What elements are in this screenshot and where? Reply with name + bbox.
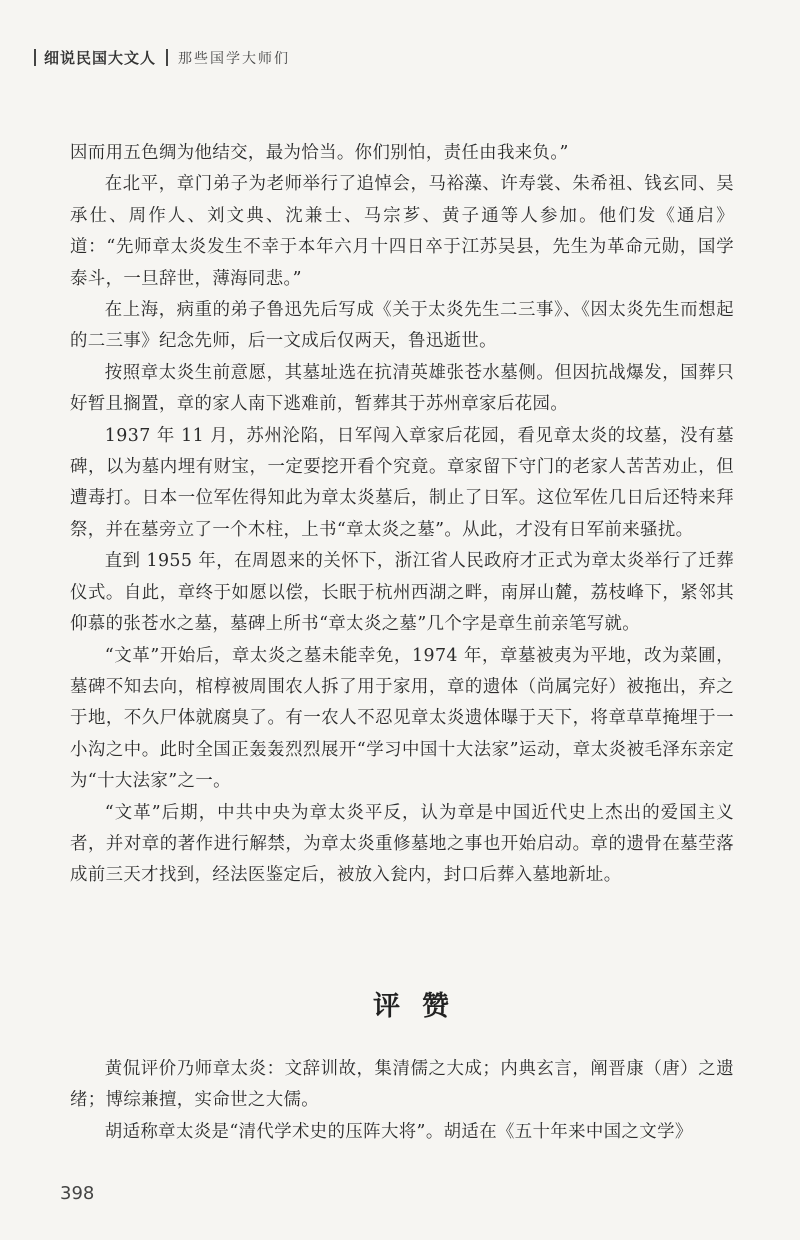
- paragraph: 直到 1955 年，在周恩来的关怀下，浙江省人民政府才正式为章太炎举行了迁葬仪式。自此，章终于如愿以偿，长眠于杭州西湖之畔，南屏山麓，荔枝峰下，紧邻其仰慕的张苍水之墓，墓碑上所书“章太炎之墓”几个字是章生前亲笔写就。: [70, 551, 734, 635]
- page-number: 398: [60, 1183, 95, 1204]
- paragraph: 胡适称章太炎是“清代学术史的压阵大将”。胡适在《五十年来中国之文学》: [104, 1121, 693, 1142]
- book-title: 细说民国大文人: [44, 49, 157, 67]
- running-header: [34, 47, 290, 68]
- paragraph: 按照章太炎生前意愿，其墓址选在抗清英雄张苍水墓侧。但因抗战爆发，国葬只好暂且搁置，章的家人南下逃难前，暂葬其于苏州章家后花园。: [70, 362, 734, 415]
- paragraph: “文革”开始后，章太炎之墓未能幸免，1974 年，章墓被夷为平地，改为菜圃，墓碑不知去向，棺椁被周围农人拆了用于家用，章的遗体（尚属完好）被拖出，弃之于地，不久尸体就腐臭了。有一农人不忍见章太炎遗体曝于天下，将章草草掩埋于一小沟之中。此时全国正轰轰烈烈展开“学习中国十大法家”运动，章太炎被毛泽东亲定为“十大法家”之一。: [70, 645, 734, 792]
- paragraph: 1937 年 11 月，苏州沦陷，日军闯入章家后花园，看见章太炎的坟墓，没有墓碑，以为墓内埋有财宝，一定要挖开看个究竟。章家留下守门的老家人苦苦劝止，但遭毒打。日本一位军佐得知此为章太炎墓后，制止了日军。这位军佐几日后还特来拜祭，并在墓旁立了一个木柱，上书“章太炎之墓”。从此，才没有日军前来骚扰。: [70, 425, 734, 540]
- chapter-title: 那些国学大师们: [178, 50, 291, 67]
- paragraph: 因而用五色绸为他结交，最为恰当。你们别怕，责任由我来负。”: [70, 143, 569, 163]
- header-separator: [166, 49, 168, 66]
- paragraph: “文革”后期，中共中央为章太炎平反，认为章是中国近代史上杰出的爱国主义者，并对章的著作进行解禁，为章太炎重修墓地之事也开始启动。章的遗骨在墓茔落成前三天才找到，经法医鉴定后，被放入瓮内，封口后葬入墓地新址。: [70, 802, 734, 886]
- section-body: [70, 1054, 734, 1148]
- section-heading: 评赞: [373, 991, 471, 1022]
- paragraph: 在北平，章门弟子为老师举行了追悼会，马裕藻、许寿裳、朱希祖、钱玄同、吴承仕、周作人、刘文典、沈兼士、马宗芗、黄子通等人参加。他们发《通启》道：“先师章太炎发生不幸于本年六月十四日卒于江苏吴县，先生为革命元勋，国学泰斗，一旦辞世，薄海同悲。”: [70, 174, 734, 289]
- paragraph: 黄侃评价乃师章太炎：文辞训故，集清儒之大成；内典玄言，阐晋康（唐）之遗绪；博综兼擅，实命世之大儒。: [70, 1059, 734, 1111]
- paragraph: 在上海，病重的弟子鲁迅先后写成《关于太炎先生二三事》、《因太炎先生而想起的二三事》纪念先师，后一文成后仅两天，鲁迅逝世。: [70, 300, 734, 352]
- body-text: [70, 138, 734, 892]
- header-rule: [34, 49, 36, 66]
